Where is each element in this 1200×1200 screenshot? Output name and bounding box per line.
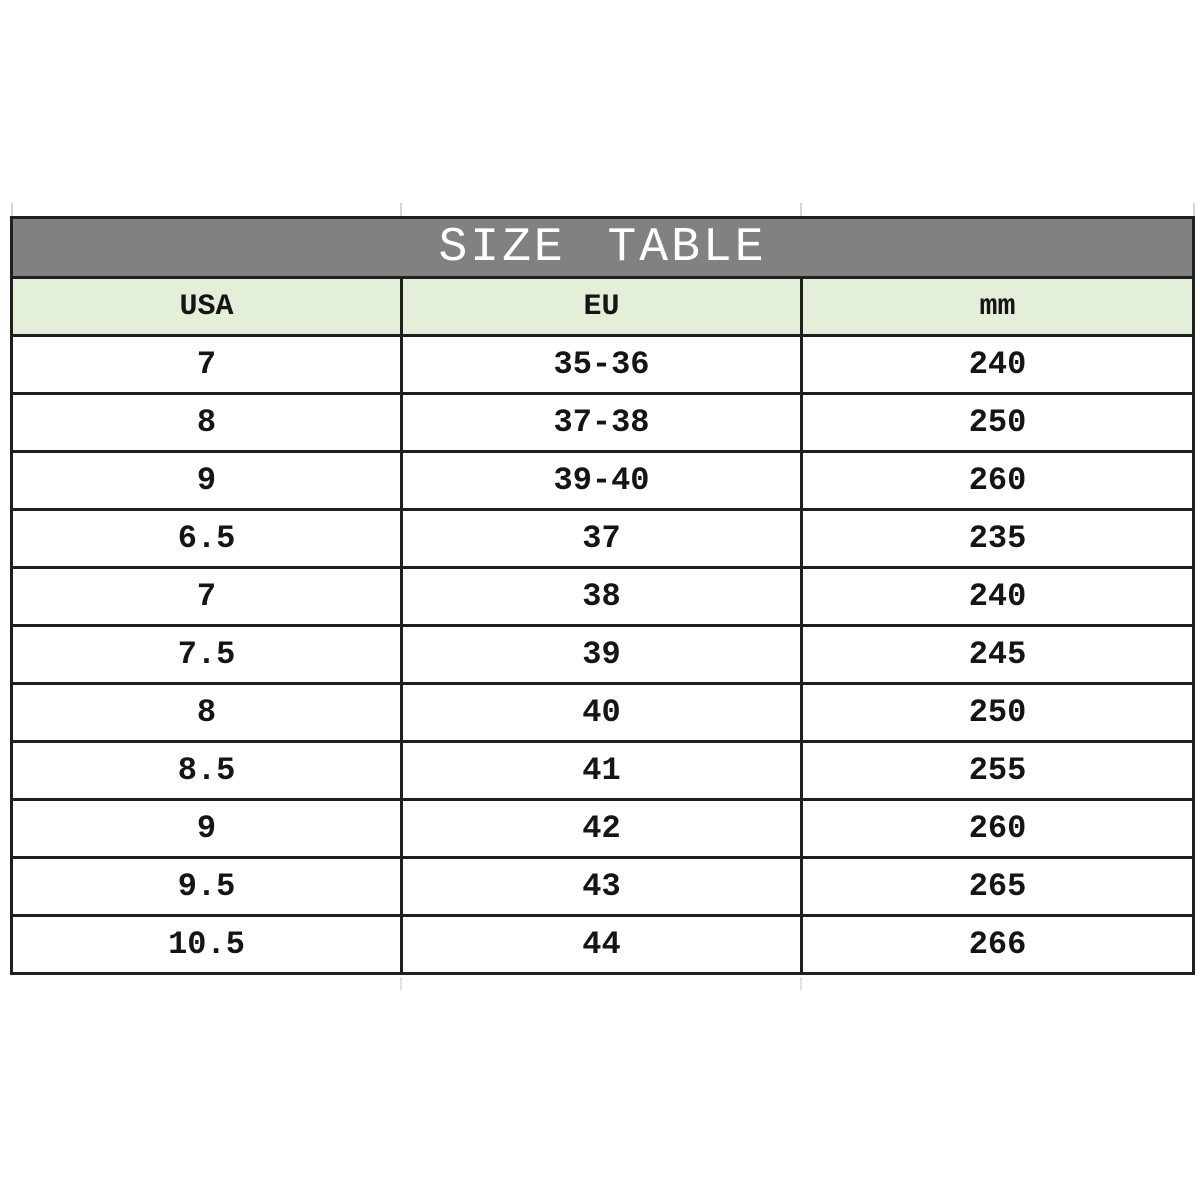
size-table-grid bbox=[10, 216, 1195, 975]
size-cell-mm: 240 bbox=[802, 568, 1194, 626]
size-cell-eu: 35-36 bbox=[402, 336, 802, 394]
size-cell-mm: 250 bbox=[802, 394, 1194, 452]
table-row bbox=[12, 858, 1194, 916]
size-cell-mm: 266 bbox=[802, 916, 1194, 974]
size-cell-usa: 8 bbox=[12, 394, 402, 452]
size-cell-usa: 7 bbox=[12, 568, 402, 626]
gridline-stub bbox=[11, 203, 13, 216]
size-cell-mm: 260 bbox=[802, 800, 1194, 858]
column-header-row bbox=[12, 278, 1194, 336]
size-cell-eu: 39 bbox=[402, 626, 802, 684]
gridline-stub bbox=[1193, 203, 1195, 216]
size-cell-usa: 7.5 bbox=[12, 626, 402, 684]
size-cell-eu: 37 bbox=[402, 510, 802, 568]
size-cell-mm: 240 bbox=[802, 336, 1194, 394]
size-cell-usa: 8.5 bbox=[12, 742, 402, 800]
table-row bbox=[12, 626, 1194, 684]
gridline-stub bbox=[800, 203, 802, 216]
size-cell-usa: 7 bbox=[12, 336, 402, 394]
size-cell-usa: 6.5 bbox=[12, 510, 402, 568]
size-cell-usa: 8 bbox=[12, 684, 402, 742]
size-cell-mm: 255 bbox=[802, 742, 1194, 800]
size-cell-eu: 41 bbox=[402, 742, 802, 800]
table-row bbox=[12, 394, 1194, 452]
size-table bbox=[10, 216, 1195, 975]
table-row bbox=[12, 916, 1194, 974]
size-cell-usa: 9.5 bbox=[12, 858, 402, 916]
table-title: SIZE TABLE bbox=[12, 218, 1194, 278]
table-row bbox=[12, 452, 1194, 510]
column-header-eu: EU bbox=[402, 278, 802, 336]
size-cell-eu: 42 bbox=[402, 800, 802, 858]
gridline-stub bbox=[400, 203, 402, 216]
table-row bbox=[12, 510, 1194, 568]
table-row bbox=[12, 742, 1194, 800]
size-cell-mm: 260 bbox=[802, 452, 1194, 510]
size-cell-usa: 10.5 bbox=[12, 916, 402, 974]
size-cell-usa: 9 bbox=[12, 452, 402, 510]
size-cell-eu: 37-38 bbox=[402, 394, 802, 452]
size-cell-mm: 235 bbox=[802, 510, 1194, 568]
gridline-stub bbox=[800, 977, 802, 990]
column-header-mm: mm bbox=[802, 278, 1194, 336]
gridline-stub bbox=[400, 977, 402, 990]
table-row bbox=[12, 336, 1194, 394]
size-cell-eu: 38 bbox=[402, 568, 802, 626]
table-row bbox=[12, 684, 1194, 742]
size-cell-eu: 44 bbox=[402, 916, 802, 974]
size-cell-eu: 39-40 bbox=[402, 452, 802, 510]
column-header-usa: USA bbox=[12, 278, 402, 336]
size-cell-mm: 250 bbox=[802, 684, 1194, 742]
size-cell-usa: 9 bbox=[12, 800, 402, 858]
size-cell-mm: 265 bbox=[802, 858, 1194, 916]
table-title-row bbox=[12, 218, 1194, 278]
table-row bbox=[12, 800, 1194, 858]
table-row bbox=[12, 568, 1194, 626]
size-cell-eu: 40 bbox=[402, 684, 802, 742]
size-cell-eu: 43 bbox=[402, 858, 802, 916]
size-cell-mm: 245 bbox=[802, 626, 1194, 684]
